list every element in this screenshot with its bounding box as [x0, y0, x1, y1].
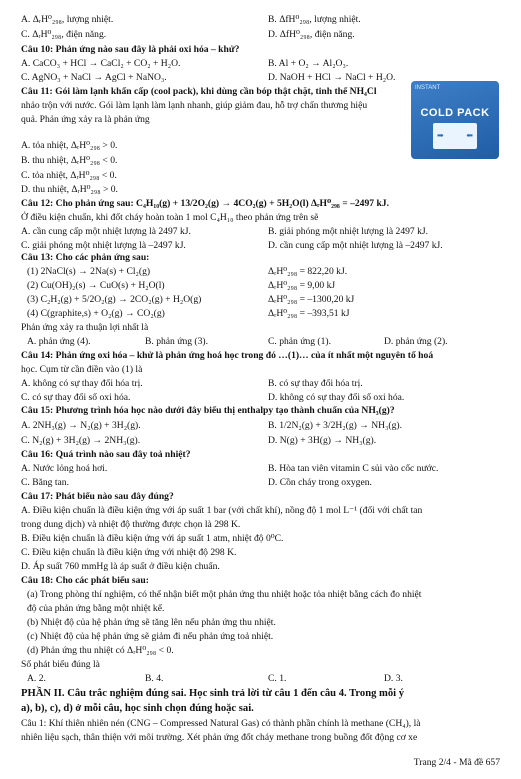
- answer-line: D. N(g) + 3H(g) → NH₃(g).: [268, 435, 377, 446]
- question-15: Câu 15: Phương trình hóa học nào dưới đây biểu thị enthalpy tạo thành chuẩn của NH₃(g)?: [21, 405, 395, 416]
- answer-line: D. NaOH + HCl → NaCl + H₂O.: [268, 72, 396, 83]
- answer-line: C. ΔᵣH⁰₂₉₈, điện năng.: [21, 29, 107, 40]
- enthalpy-value: ΔᵣH⁰₂₉₈ = 9,00 kJ: [268, 280, 336, 291]
- answer-line: D. ΔfH⁰₂₉₈, điện năng.: [268, 29, 355, 40]
- answer-line: A. 2NH₃(g) → N₂(g) + 3H₂(g).: [21, 420, 141, 431]
- question-17: Câu 17: Phát biểu nào sau đây đúng?: [21, 491, 174, 502]
- statement-line: (a) Trong phòng thí nghiệm, có thể nhận biết một phản ứng thu nhiệt hoặc tỏa nhiệt bằng cách đo nhiệt: [27, 589, 422, 600]
- answer-line: B. có sự thay đổi hóa trị.: [268, 378, 363, 389]
- answer-line: B. ΔfH⁰₂₉₈, lượng nhiệt.: [268, 14, 361, 25]
- reaction-line: (2) Cu(OH)₂(s) → CuO(s) + H₂O(l): [27, 280, 165, 291]
- enthalpy-value: ΔᵣH⁰₂₉₈ = –393,51 kJ: [268, 308, 350, 319]
- answer-line: B. 4.: [145, 673, 164, 684]
- answer-line: A. không có sự thay đổi hóa trị.: [21, 378, 143, 389]
- answer-line: B. Điều kiện chuẩn là điều kiện ứng với áp suất 1 atm, nhiệt độ 0⁰C.: [21, 533, 284, 544]
- answer-line: A. phản ứng (4).: [27, 336, 91, 347]
- answer-line: D. 3.: [384, 673, 403, 684]
- cold-pack-image: [411, 81, 499, 159]
- question-text: Phản ứng xảy ra thuận lợi nhất là: [21, 322, 149, 333]
- answer-line: D. thu nhiệt, ΔᵣH⁰₂₉₈ > 0.: [21, 184, 118, 195]
- answer-line: C. phản ứng (1).: [268, 336, 332, 347]
- answer-line: A. 2.: [27, 673, 46, 684]
- question-text: nhiên liệu sạch, thân thiện với môi trường. Xét phản ứng đốt cháy methane trong buồng đốt động cơ xe: [21, 732, 418, 743]
- answer-line: C. giải phóng một nhiệt lượng là –2497 kJ.: [21, 240, 186, 251]
- arrow-left-icon: ⬅: [466, 131, 473, 140]
- answer-line: B. thu nhiệt, ΔᵣH⁰₂₉₈ < 0.: [21, 155, 118, 166]
- answer-line: A. ΔᵣH⁰₂₉₈, lượng nhiệt.: [21, 14, 114, 25]
- question-16: Câu 16: Quá trình nào sau đây toả nhiệt?: [21, 449, 191, 460]
- answer-line: C. tỏa nhiệt, ΔᵣH⁰₂₉₈ < 0.: [21, 170, 117, 181]
- answer-line: C. N₂(g) + 3H₂(g) → 2NH₃(g).: [21, 435, 141, 446]
- question-text: Số phát biểu đúng là: [21, 659, 100, 670]
- answer-line: D. Áp suất 760 mmHg là áp suất ở điều kiện chuẩn.: [21, 561, 220, 572]
- enthalpy-value: ΔᵣH⁰₂₉₈ = –1300,20 kJ: [268, 294, 355, 305]
- answer-line: C. Băng tan.: [21, 477, 69, 488]
- answer-line: C. AgNO₃ + NaCl → AgCl + NaNO₃.: [21, 72, 167, 83]
- answer-line: A. Điều kiện chuẩn là điều kiện ứng với áp suất 1 bar (với chất khí), nồng độ 1 mol L⁻¹ (đối với chất tan: [21, 505, 423, 516]
- answer-line: B. Hòa tan viên vitamin C sủi vào cốc nước.: [268, 463, 439, 474]
- reaction-line: (3) C₂H₂(g) + 5/2O₂(g) → 2CO₂(g) + H₂O(g): [27, 294, 202, 305]
- question-14: Câu 14: Phản ứng oxi hóa – khử là phản ứng hoá học trong đó …(1)… của ít nhất một nguyên tố hoá: [21, 350, 434, 361]
- part-2-heading-cont: a), b), c), d) ở mỗi câu, học sinh chọn đúng hoặc sai.: [21, 703, 254, 714]
- part-2-question-1: Câu 1: Khí thiên nhiên nén (CNG – Compressed Natural Gas) có thành phần chính là methane (CH₄), là: [21, 718, 421, 729]
- statement-line: (d) Phản ứng thu nhiệt có ΔᵣH⁰₂₉₈ < 0.: [27, 645, 174, 656]
- answer-line-cont: trong dung dịch) và nhiệt độ thường được chọn là 298 K.: [21, 519, 241, 530]
- cold-pack-title: COLD PACK: [420, 107, 490, 119]
- answer-line: A. cần cung cấp một nhiệt lượng là 2497 kJ.: [21, 226, 191, 237]
- cold-pack-brand: INSTANT: [415, 85, 441, 91]
- question-12: Câu 12: Cho phản ứng sau: C₄H₁₀(g) + 13/2O₂(g) → 4CO₂(g) + 5H₂O(l) ΔᵣH⁰₂₉₈ = –2497 kJ.: [21, 198, 389, 209]
- answer-line: D. không có sự thay đổi số oxi hóa.: [268, 392, 405, 403]
- answer-line: B. 1/2N₂(g) + 3/2H₂(g) → NH₃(g).: [268, 420, 403, 431]
- answer-line: A. tỏa nhiệt, ΔᵣH⁰₂₉₈ > 0.: [21, 140, 118, 151]
- statement-line: (b) Nhiệt độ của hệ phản ứng sẽ tăng lên nếu phản ứng thu nhiệt.: [27, 617, 276, 628]
- question-18: Câu 18: Cho các phát biểu sau:: [21, 575, 149, 586]
- cold-pack-label: [433, 123, 477, 149]
- answer-line: A. Nước lỏng hoá hơi.: [21, 463, 108, 474]
- statement-line-cont: độ của phản ứng bằng một nhiệt kế.: [27, 603, 165, 614]
- answer-line: B. Al + O₂ → Al₂O₃.: [268, 58, 349, 69]
- reaction-line: (4) C(graphite,s) + O₂(g) → CO₂(g): [27, 308, 165, 319]
- answer-line: D. Cồn cháy trong oxygen.: [268, 477, 372, 488]
- part-2-heading: PHẦN II. Câu trắc nghiệm đúng sai. Học sinh trả lời từ câu 1 đến câu 4. Trong mỗi ý: [21, 688, 405, 699]
- answer-line: D. cần cung cấp một nhiệt lượng là –2497 kJ.: [268, 240, 443, 251]
- reaction-line: (1) 2NaCl(s) → 2Na(s) + Cl₂(g): [27, 266, 151, 277]
- question-text: Ở điều kiện chuẩn, khi đốt cháy hoàn toàn 1 mol C₄H₁₀ theo phản ứng trên sẽ: [21, 212, 319, 223]
- answer-line: A. CaCO₃ + HCl → CaCl₂ + CO₂ + H₂O.: [21, 58, 181, 69]
- question-11: Câu 11: Gói làm lạnh khẩn cấp (cool pack), khi dùng cần bóp thật chặt, tinh thể NH₄Cl: [21, 86, 377, 97]
- statement-line: (c) Nhiệt độ của hệ phản ứng sẽ giảm đi nếu phản ứng toả nhiệt.: [27, 631, 274, 642]
- answer-line: B. phản ứng (3).: [145, 336, 209, 347]
- question-10: Câu 10: Phản ứng nào sau đây là phải oxi hóa – khử?: [21, 44, 240, 55]
- answer-line: D. phản ứng (2).: [384, 336, 448, 347]
- question-13: Câu 13: Cho các phản ứng sau:: [21, 252, 150, 263]
- question-text: nhảo trộn với nước. Gói làm lạnh làm lạnh nhanh, giúp giảm đau, hỗ trợ chấn thương hiệu: [21, 100, 368, 111]
- page-footer: Trang 2/4 - Mã đề 657: [413, 757, 500, 768]
- enthalpy-value: ΔᵣH⁰₂₉₈ = 822,20 kJ.: [268, 266, 348, 277]
- question-text: quả. Phản ứng xảy ra là phản ứng: [21, 114, 150, 125]
- answer-line: B. giải phóng một nhiệt lượng là 2497 kJ.: [268, 226, 429, 237]
- question-text: học. Cụm từ cần điền vào (1) là: [21, 364, 143, 375]
- answer-line: C. có sự thay đổi số oxi hóa.: [21, 392, 131, 403]
- arrow-right-icon: ➡: [437, 131, 444, 140]
- answer-line: C. Điều kiện chuẩn là điều kiện ứng với nhiệt độ 298 K.: [21, 547, 237, 558]
- answer-line: C. 1.: [268, 673, 287, 684]
